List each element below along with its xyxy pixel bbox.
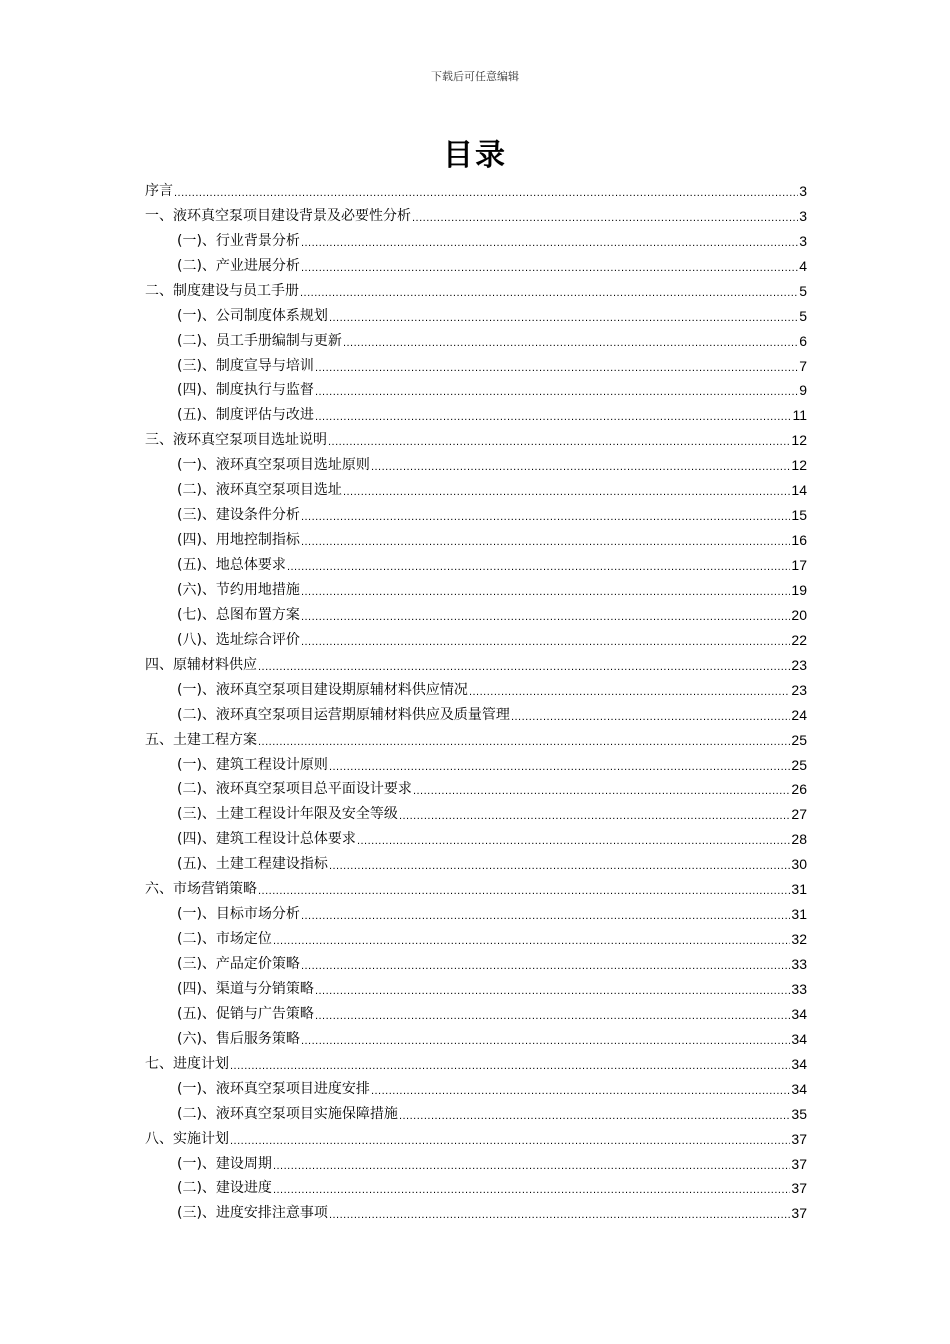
toc-entry-page-number: 34 — [791, 1030, 807, 1047]
toc-entry-label: (六)、节约用地措施 — [177, 581, 300, 598]
toc-entry-page-number: 14 — [791, 482, 807, 499]
toc-entry[interactable] — [145, 549, 807, 574]
toc-entry-label: 二、制度建设与员工手册 — [145, 282, 299, 299]
toc-entry-label: 五、土建工程方案 — [145, 731, 257, 748]
toc-dot-leader — [230, 1134, 790, 1148]
toc-dot-leader — [273, 934, 790, 948]
toc-entry-page-number: 23 — [791, 656, 807, 673]
toc-entry-label: (八)、选址综合评价 — [177, 631, 300, 648]
toc-entry[interactable] — [145, 499, 807, 524]
toc-entry-label: (三)、土建工程设计年限及安全等级 — [177, 806, 398, 823]
toc-entry[interactable] — [145, 524, 807, 549]
toc-entry-label: (六)、售后服务策略 — [177, 1030, 300, 1047]
toc-entry[interactable] — [145, 350, 807, 375]
toc-dot-leader — [301, 261, 798, 275]
toc-dot-leader — [343, 336, 798, 350]
toc-entry-page-number: 37 — [791, 1130, 807, 1147]
toc-entry-label: 三、液环真空泵项目选址说明 — [145, 432, 327, 449]
toc-dot-leader — [174, 186, 798, 200]
toc-entry-label: (一)、液环真空泵项目选址原则 — [177, 457, 370, 474]
toc-dot-leader — [287, 560, 790, 574]
toc-entry[interactable] — [145, 898, 807, 923]
toc-entry[interactable] — [145, 574, 807, 599]
toc-entry-page-number: 34 — [791, 1080, 807, 1097]
toc-entry-label: (一)、公司制度体系规划 — [177, 307, 328, 324]
toc-dot-leader — [328, 435, 790, 449]
toc-entry-label: (二)、液环真空泵项目总平面设计要求 — [177, 781, 412, 798]
toc-dot-leader — [315, 410, 792, 424]
toc-entry-page-number: 12 — [791, 432, 807, 449]
toc-dot-leader — [371, 460, 790, 474]
toc-entry-label: (一)、建筑工程设计原则 — [177, 756, 328, 773]
toc-dot-leader — [301, 635, 790, 649]
toc-entry-page-number: 27 — [791, 806, 807, 823]
toc-entry-label: 七、进度计划 — [145, 1055, 229, 1072]
toc-entry-page-number: 31 — [791, 881, 807, 898]
toc-entry-page-number: 3 — [799, 182, 807, 199]
toc-entry-page-number: 16 — [791, 532, 807, 549]
toc-entry[interactable] — [145, 375, 807, 400]
toc-entry-label: (二)、液环真空泵项目运营期原辅材料供应及质量管理 — [177, 706, 510, 723]
toc-entry-page-number: 34 — [791, 1005, 807, 1022]
header-note: 下载后可任意编辑 — [431, 70, 519, 83]
toc-dot-leader — [371, 1084, 790, 1098]
toc-entry-label: (二)、市场定位 — [177, 931, 272, 948]
toc-entry[interactable] — [145, 449, 807, 474]
toc-entry-page-number: 37 — [791, 1180, 807, 1197]
toc-entry[interactable] — [145, 1048, 807, 1073]
toc-entry[interactable] — [145, 325, 807, 350]
toc-dot-leader — [329, 760, 790, 774]
toc-entry-page-number: 17 — [791, 557, 807, 573]
toc-dot-leader — [399, 1109, 790, 1123]
toc-entry-page-number: 20 — [791, 606, 807, 623]
toc-entry-page-number: 5 — [799, 282, 807, 299]
toc-dot-leader — [315, 385, 798, 399]
toc-entry-page-number: 33 — [791, 956, 807, 972]
toc-entry[interactable] — [145, 1148, 807, 1173]
toc-dot-leader — [301, 959, 790, 973]
toc-dot-leader — [329, 311, 798, 325]
toc-entry-label: (四)、用地控制指标 — [177, 532, 300, 549]
toc-entry-label: (四)、制度执行与监督 — [177, 382, 314, 399]
toc-dot-leader — [301, 236, 798, 250]
toc-entry[interactable] — [145, 848, 807, 873]
toc-entry-label: (二)、产业进展分析 — [177, 257, 300, 274]
toc-entry-page-number: 30 — [791, 856, 807, 873]
toc-dot-leader — [413, 784, 790, 798]
toc-entry-page-number: 24 — [791, 706, 807, 723]
toc-entry[interactable] — [145, 624, 807, 649]
toc-entry[interactable] — [145, 599, 807, 624]
toc-entry-label: 八、实施计划 — [145, 1130, 229, 1147]
toc-entry-label: (三)、制度宣导与培训 — [177, 357, 314, 374]
toc-entry-label: (五)、地总体要求 — [177, 557, 286, 573]
toc-entry[interactable] — [145, 424, 807, 449]
table-of-contents — [145, 175, 807, 1222]
toc-entry[interactable] — [145, 1023, 807, 1048]
toc-entry[interactable] — [145, 1123, 807, 1148]
toc-entry-label: (二)、建设进度 — [177, 1180, 272, 1197]
toc-dot-leader — [315, 361, 798, 375]
toc-entry-page-number: 7 — [799, 357, 807, 374]
toc-entry[interactable] — [145, 300, 807, 325]
toc-dot-leader — [357, 834, 790, 848]
toc-entry-page-number: 26 — [791, 781, 807, 798]
toc-dot-leader — [258, 660, 790, 674]
toc-entry-label: (一)、行业背景分析 — [177, 232, 300, 249]
toc-entry-label: (一)、液环真空泵项目进度安排 — [177, 1080, 370, 1097]
toc-entry[interactable] — [145, 948, 807, 973]
toc-entry-label: (二)、液环真空泵项目选址 — [177, 482, 342, 499]
toc-dot-leader — [258, 884, 790, 898]
toc-dot-leader — [301, 1034, 790, 1048]
toc-entry[interactable] — [145, 175, 807, 200]
toc-entry[interactable] — [145, 724, 807, 749]
toc-entry-page-number: 9 — [799, 382, 807, 399]
toc-entry[interactable] — [145, 798, 807, 823]
toc-entry-label: (一)、液环真空泵项目建设期原辅材料供应情况 — [177, 681, 468, 698]
toc-entry[interactable] — [145, 649, 807, 674]
toc-entry-label: 四、原辅材料供应 — [145, 656, 257, 673]
toc-entry-label: 一、液环真空泵项目建设背景及必要性分析 — [145, 207, 411, 224]
toc-dot-leader — [273, 1159, 790, 1173]
toc-entry-page-number: 3 — [799, 232, 807, 249]
toc-entry[interactable] — [145, 275, 807, 300]
toc-dot-leader — [258, 735, 790, 749]
toc-entry[interactable] — [145, 225, 807, 250]
toc-entry[interactable] — [145, 474, 807, 499]
toc-entry[interactable] — [145, 250, 807, 275]
toc-dot-leader — [301, 535, 790, 549]
toc-entry-label: (三)、建设条件分析 — [177, 507, 300, 524]
toc-entry[interactable] — [145, 823, 807, 848]
page-title: 目录 — [443, 138, 507, 173]
toc-entry-label: (二)、员工手册编制与更新 — [177, 332, 342, 349]
toc-entry-page-number: 4 — [799, 257, 807, 274]
toc-entry-page-number: 34 — [791, 1055, 807, 1072]
toc-dot-leader — [412, 211, 798, 225]
toc-entry-label: (四)、渠道与分销策略 — [177, 980, 314, 997]
toc-entry-page-number: 37 — [791, 1155, 807, 1172]
toc-entry-label: (二)、液环真空泵项目实施保障措施 — [177, 1105, 398, 1122]
toc-dot-leader — [469, 685, 790, 699]
toc-entry[interactable] — [145, 998, 807, 1023]
toc-entry-label: (七)、总图布置方案 — [177, 606, 300, 623]
toc-dot-leader — [301, 510, 790, 524]
toc-dot-leader — [343, 485, 790, 499]
toc-entry-label: 序言 — [145, 182, 173, 199]
toc-entry[interactable] — [145, 873, 807, 898]
toc-entry-label: 六、市场营销策略 — [145, 881, 257, 898]
toc-dot-leader — [273, 1183, 790, 1197]
toc-entry[interactable] — [145, 399, 807, 424]
toc-entry-label: (一)、建设周期 — [177, 1155, 272, 1172]
toc-entry[interactable] — [145, 749, 807, 774]
toc-entry-label: (三)、产品定价策略 — [177, 956, 300, 972]
toc-entry-label: (五)、促销与广告策略 — [177, 1005, 314, 1022]
toc-dot-leader — [329, 859, 790, 873]
toc-entry[interactable] — [145, 1098, 807, 1123]
toc-entry-page-number: 33 — [791, 980, 807, 997]
toc-entry-page-number: 28 — [791, 831, 807, 848]
toc-entry-page-number: 25 — [791, 731, 807, 748]
toc-dot-leader — [301, 610, 790, 624]
toc-entry-label: (五)、制度评估与改进 — [177, 407, 314, 424]
toc-entry-page-number: 37 — [791, 1205, 807, 1222]
toc-entry-page-number: 31 — [791, 906, 807, 923]
toc-entry-page-number: 11 — [792, 407, 807, 424]
toc-dot-leader — [301, 585, 790, 599]
toc-entry-page-number: 5 — [799, 307, 807, 324]
toc-entry-page-number: 35 — [791, 1105, 807, 1122]
toc-entry[interactable] — [145, 200, 807, 225]
toc-entry[interactable] — [145, 1173, 807, 1198]
toc-entry-label: (五)、土建工程建设指标 — [177, 856, 328, 873]
toc-dot-leader — [300, 286, 798, 300]
toc-entry[interactable] — [145, 1197, 807, 1222]
toc-dot-leader — [399, 809, 790, 823]
toc-entry[interactable] — [145, 1073, 807, 1098]
toc-entry-label: (四)、建筑工程设计总体要求 — [177, 831, 356, 848]
toc-entry-page-number: 32 — [791, 931, 807, 948]
toc-entry-page-number: 25 — [791, 756, 807, 773]
toc-entry-page-number: 23 — [791, 681, 807, 698]
toc-dot-leader — [329, 1208, 790, 1222]
toc-dot-leader — [315, 1009, 790, 1023]
toc-entry-page-number: 19 — [791, 581, 807, 598]
toc-entry[interactable] — [145, 699, 807, 724]
toc-entry-page-number: 15 — [791, 507, 807, 524]
toc-entry[interactable] — [145, 923, 807, 948]
toc-entry-label: (三)、进度安排注意事项 — [177, 1205, 328, 1222]
toc-entry-page-number: 6 — [799, 332, 807, 349]
toc-dot-leader — [301, 909, 790, 923]
toc-entry-page-number: 12 — [791, 457, 807, 474]
toc-dot-leader — [315, 984, 790, 998]
toc-entry-page-number: 22 — [791, 631, 807, 648]
toc-entry-label: (一)、目标市场分析 — [177, 906, 300, 923]
toc-dot-leader — [511, 710, 790, 724]
toc-dot-leader — [230, 1059, 790, 1073]
toc-entry[interactable] — [145, 774, 807, 799]
toc-entry[interactable] — [145, 674, 807, 699]
toc-entry[interactable] — [145, 973, 807, 998]
toc-entry-page-number: 3 — [799, 207, 807, 224]
